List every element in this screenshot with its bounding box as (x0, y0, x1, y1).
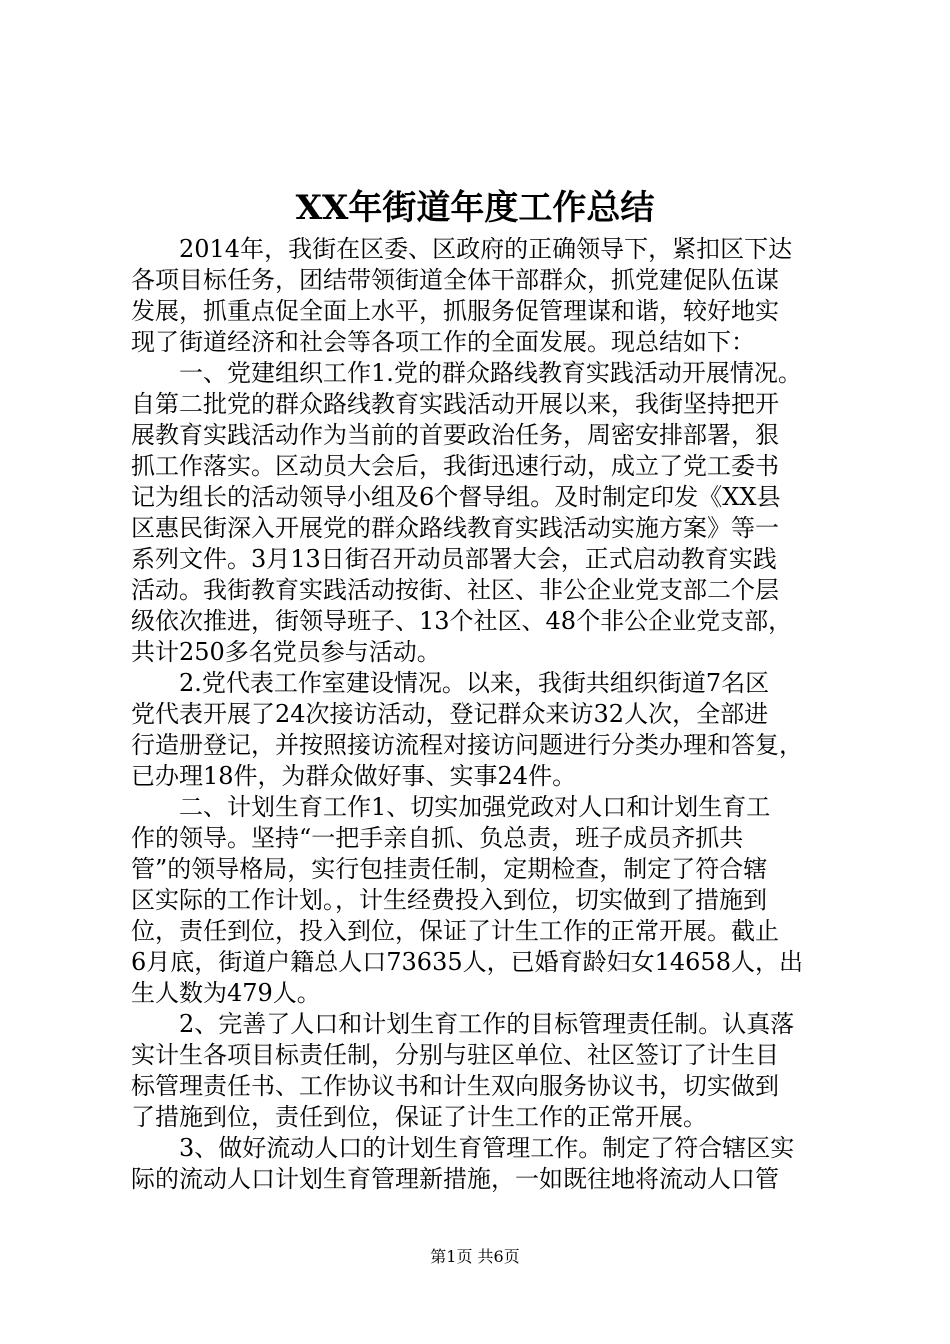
body-line: 作的领导。坚持“一把手亲自抓、负总责，班子成员齐抓共 (131, 824, 744, 852)
body-line: 6月底，街道户籍总人口73635人，已婚育龄妇女14658人，出 (131, 948, 803, 976)
body-line: 行造册登记，并按照接访流程对接访问题进行分类办理和答复， (131, 731, 803, 759)
body-line: 实计生各项目标责任制，分别与驻区单位、社区签订了计生目 (131, 1041, 779, 1069)
body-line: 抓工作落实。区动员大会后，我街迅速行动，成立了党工委书 (131, 452, 779, 480)
body-line: 2、完善了人口和计划生育工作的目标管理责任制。认真落 (131, 1010, 795, 1038)
body-line: 生人数为479人。 (131, 979, 321, 1007)
body-line: 发展，抓重点促全面上水平，抓服务促管理谋和谐，较好地实 (131, 297, 779, 325)
page-footer: 第1页 共6页 (430, 1247, 520, 1266)
body-line: 共计250多名党员参与活动。 (131, 638, 441, 666)
body-line: 2014年，我街在区委、区政府的正确领导下，紧扣区下达 (131, 235, 793, 263)
body-line: 记为组长的活动领导小组及6个督导组。及时制定印发《XX县 (131, 483, 781, 511)
body-line: 展教育实践活动作为当前的首要政治任务，周密安排部署，狠 (131, 421, 779, 449)
body-line: 自第二批党的群众路线教育实践活动开展以来，我街坚持把开 (131, 390, 779, 418)
body-line: 区惠民街深入开展党的群众路线教育实践活动实施方案》等一 (131, 514, 779, 542)
body-line: 际的流动人口计划生育管理新措施，一如既往地将流动人口管 (131, 1165, 779, 1193)
body-line: 已办理18件，为群众做好事、实事24件。 (131, 762, 577, 790)
body-line: 二、计划生育工作1、切实加强党政对人口和计划生育工 (131, 793, 771, 821)
body-line: 级依次推进，街领导班子、13个社区、48个非公企业党支部， (131, 607, 793, 635)
body-line: 现了街道经济和社会等各项工作的全面发展。现总结如下： (131, 328, 755, 356)
body-line: 区实际的工作计划。，计生经费投入到位，切实做到了措施到 (131, 886, 767, 914)
body-line: 标管理责任书、工作协议书和计生双向服务协议书，切实做到 (131, 1072, 779, 1100)
document-body (131, 234, 831, 1195)
body-line: 系列文件。3月13日街召开动员部署大会，正式启动教育实践 (131, 545, 777, 573)
body-line: 3、做好流动人口的计划生育管理工作。制定了符合辖区实 (131, 1134, 795, 1162)
body-line: 管”的领导格局，实行包挂责任制，定期检查，制定了符合辖 (131, 855, 768, 883)
body-line: 了措施到位，责任到位，保证了计生工作的正常开展。 (131, 1103, 707, 1131)
body-line: 党代表开展了24次接访活动，登记群众来访32人次，全部进 (131, 700, 769, 728)
document-title: XX年街道年度工作总结 (295, 188, 655, 228)
body-line: 2.党代表工作室建设情况。以来，我街共组织街道7名区 (131, 669, 770, 697)
body-line: 一、党建组织工作1.党的群众路线教育实践活动开展情况。 (131, 359, 802, 387)
body-line: 活动。我街教育实践活动按街、社区、非公企业党支部二个层 (131, 576, 779, 604)
body-line: 各项目标任务，团结带领街道全体干部群众，抓党建促队伍谋 (131, 266, 779, 294)
body-line: 位，责任到位，投入到位，保证了计生工作的正常开展。截止 (131, 917, 779, 945)
